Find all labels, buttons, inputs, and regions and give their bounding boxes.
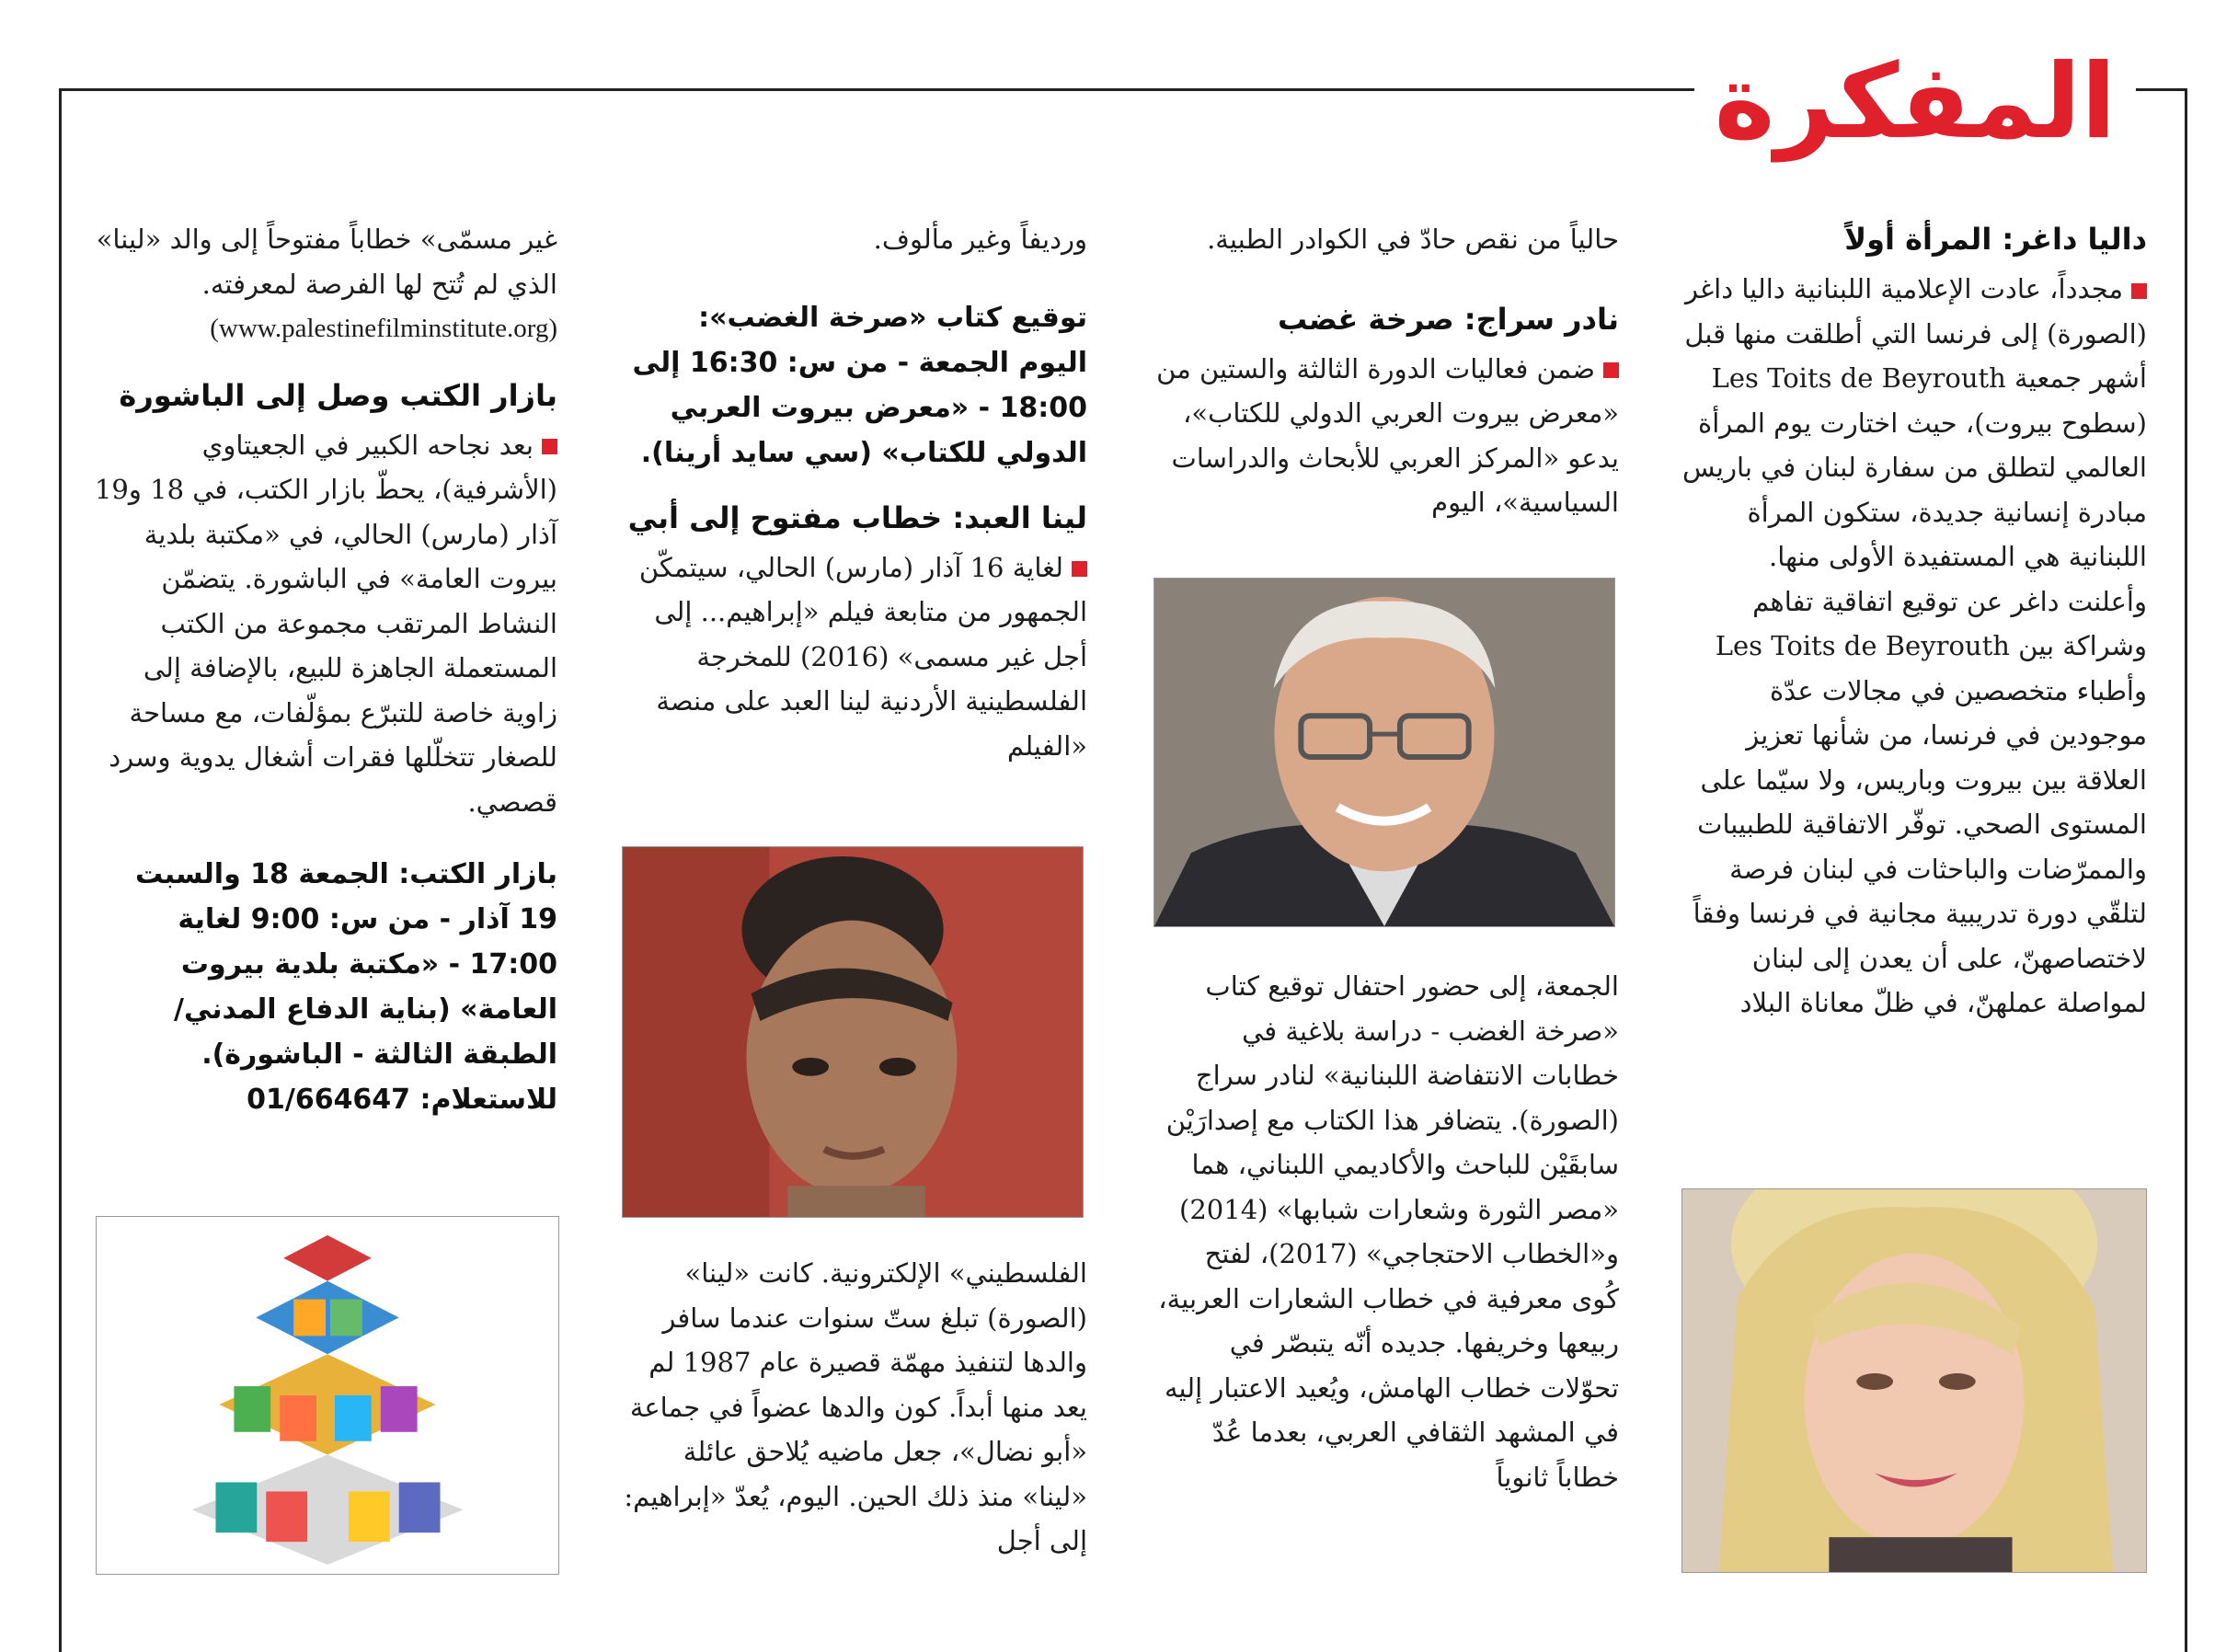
body-book-bazaar: بعد نجاحه الكبير في الجعيتاوي (الأشرفية)، يحطّ بازار الكتب، في 18 و19 آذار (مارس) الحالي، في «مكتبة بلدية بيروت العامة» في الباشورة. يتضمّن النشاط المرتقب مجموعة من الكتب المستعملة الجاهزة للبيع، بالإضافة إلى زاوية خاصة للتبرّع بمؤلّفات، مع مساحة للصغار تتخلّلها فقرات أشغال يدوية وسرد قصصي.: [94, 429, 557, 818]
info-book-bazaar: بازار الكتب: الجمعة 18 والسبت 19 آذار - من س: 9:00 لغاية 17:00 - «مكتبة بلدية بيروت العامة» (بناية الدفاع المدني/ الطبقة الثالثة - الباشورة). للاستعلام: 01/664647: [134, 858, 557, 1116]
continuation-seraj: ورديفاً وغير مألوف.: [873, 224, 1087, 255]
illustration-book-stand: [96, 1216, 559, 1575]
headline-el-abed: لينا العبد: خطاب مفتوح إلى أبي: [627, 499, 1087, 535]
headline-book-bazaar: بازار الكتب وصل إلى الباشورة: [119, 377, 557, 413]
article-seraj-cont: [1153, 964, 1619, 1499]
article-daghir: [1681, 217, 2147, 1026]
photo-nader-seraj: [1153, 578, 1615, 927]
url-palestine-film-institute: (www.palestinefilminstitute.org): [210, 314, 557, 343]
article-el-abed: [622, 217, 1087, 768]
body-daghir: مجدداً، عادت الإعلامية اللبنانية داليا داغر (الصورة) إلى فرنسا التي أطلقت منها قبل أشهر جمعية Les Toits de Beyrouth (سطوح بيروت)، حيث اختارت يوم المرأة العالمي لتطلق من سفارة لبنان في باريس مبادرة إنسانية جديدة، ستكون المرأة اللبنانية هي المستفيدة الأولى منها. وأعلنت داغر عن توقيع اتفاقية تفاهم وشراكة بين Les Toits de Beyrouth وأطباء متخصصين في مجالات عدّة موجودين في فرنسا، من شأنها تعزيز العلاقة بين بيروت وباريس، ولا سيّما على المستوى الصحي. توفّر الاتفاقية للطبيبات والممرّضات والباحثات في لبنان فرصة لتلقّي دورة تدريبية مجانية في فرنسا وفقاً لاختصاصهنّ، على أن يعدن إلى لبنان لمواصلة عملهنّ، في ظلّ معاناة البلاد: [1681, 273, 2147, 1018]
continuation-daghir: حالياً من نقص حادّ في الكوادر الطبية.: [1207, 224, 1619, 255]
headline-daghir: داليا داغر: المرأة أولاً: [1844, 222, 2147, 257]
body-seraj-top: ضمن فعاليات الدورة الثالثة والستين من «معرض بيروت العربي الدولي للكتاب»، يدعو «المركز العربي للأبحاث والدراسات السياسية»، اليوم: [1156, 352, 1619, 518]
headline-seraj: نادر سراج: صرخة غضب: [1277, 301, 1619, 337]
article-seraj: [1153, 217, 1619, 525]
photo-dalia-daghir: [1681, 1188, 2147, 1573]
body-seraj-bottom: الجمعة، إلى حضور احتفال توقيع كتاب «صرخة الغضب - دراسة بلاغية في خطابات الانتفاضة اللبنانية» لنادر سراج (الصورة). يتضافر هذا الكتاب مع إصدارَيْن سابقَيْن للباحث والأكاديمي اللبناني، هما «مصر الثورة وشعارات شبابها» (2014) و«الخطاب الاحتجاجي» (2017)، لفتح كُوى معرفية في خطاب الشعارات العربية، ربيعها وخريفها. جديده أنّه يتبصّر في تحوّلات خطاب الهامش، ويُعيد الاعتبار إليه في المشهد الثقافي العربي، بعدما عُدّ خطاباً ثانوياً: [1158, 970, 1619, 1493]
masthead-logo: المفكرة: [1694, 42, 2136, 162]
article-book-bazaar: [92, 217, 557, 1122]
article-el-abed-cont: [622, 1251, 1087, 1564]
red-bullet-icon: [1603, 362, 1619, 378]
photo-lina-el-abed: [622, 846, 1084, 1218]
body-el-abed-bottom: الفلسطيني» الإلكترونية. كانت «لينا» (الصورة) تبلغ ستّ سنوات عندما سافر والدها لتنفيذ مهمّة قصيرة عام 1987 لم يعد منها أبداً. كون والدها عضواً في جماعة «أبو نضال»، جعل ماضيه يُلاحق عائلة «لينا» منذ ذلك الحين. اليوم، يُعدّ «إبراهيم: إلى أجل: [624, 1257, 1087, 1556]
red-bullet-icon: [542, 439, 557, 454]
red-bullet-icon: [1072, 561, 1087, 577]
body-el-abed-top: لغاية 16 آذار (مارس) الحالي، سيتمكّن الجمهور من متابعة فيلم «إبراهيم... إلى أجل غير مسمى» (2016) للمخرجة الفلسطينية الأردنية لينا العبد على منصة «الفيلم: [638, 551, 1087, 762]
red-bullet-icon: [2131, 283, 2147, 299]
continuation-el-abed: غير مسمّى» خطاباً مفتوحاً إلى والد «لينا» الذي لم تُتح لها الفرصة لمعرفته.: [96, 224, 557, 300]
info-book-signing: توقيع كتاب «صرخة الغضب»: اليوم الجمعة - من س: 16:30 إلى 18:00 - «معرض بيروت العربي الدولي للكتاب» (سي سايد أرينا).: [632, 301, 1087, 469]
